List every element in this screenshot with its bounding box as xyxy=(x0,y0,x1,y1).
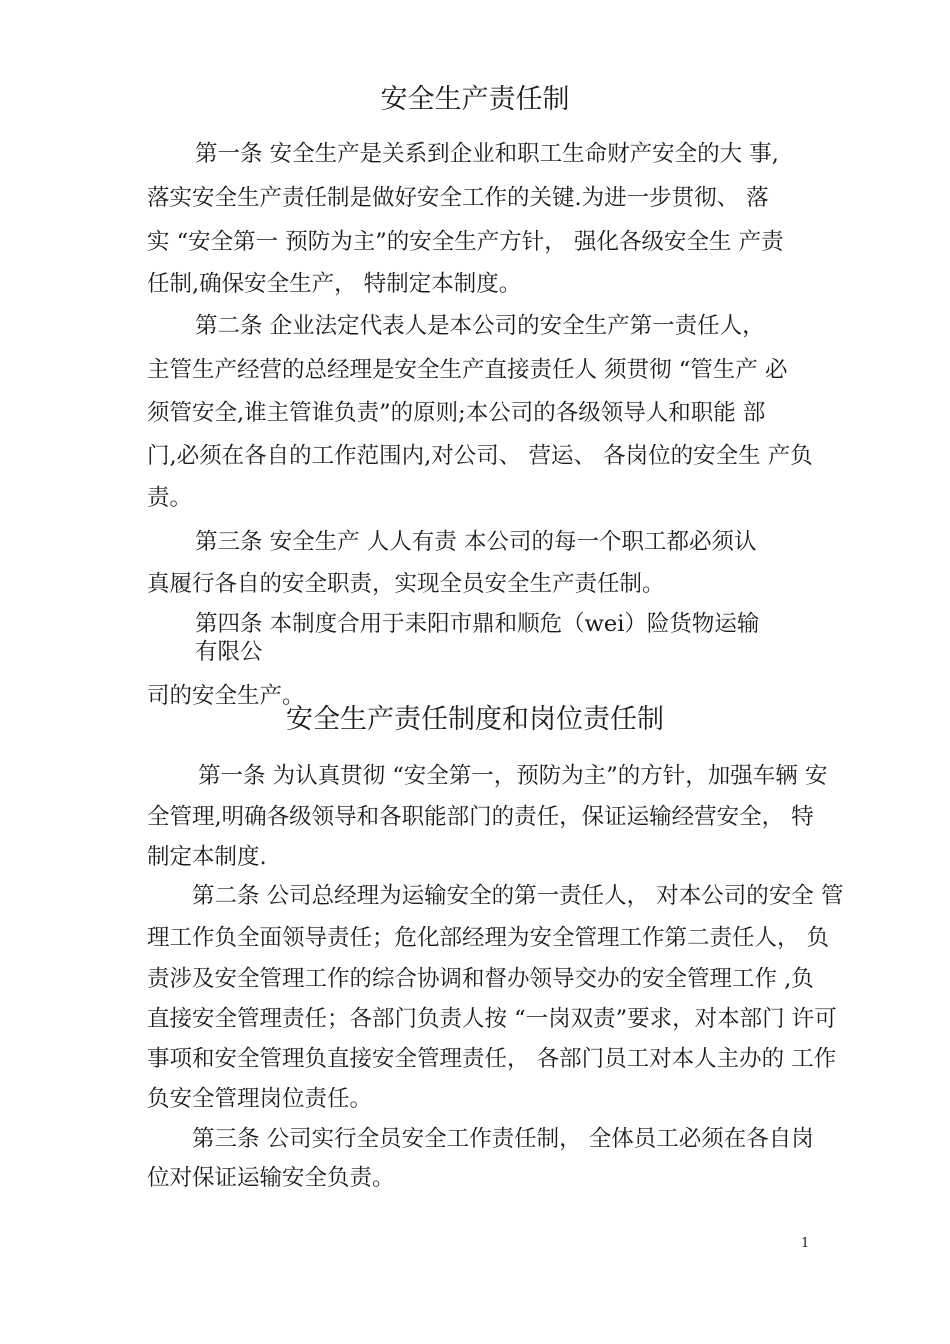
text-line: 第四条 本制度合用于耒阳市鼎和顺危（wei）险货物运输 xyxy=(195,611,760,637)
text-line: 第二条 企业法定代表人是本公司的安全生产第一责任人， xyxy=(195,313,765,339)
text-line: 有限公 xyxy=(195,639,263,665)
text-line: 第一条 为认真贯彻 “安全第一，预防为主”的方针，加强车辆 安 xyxy=(198,763,828,789)
text-line: 负安全管理岗位责任。 xyxy=(147,1086,373,1112)
text-line: 门,必须在各自的工作范围内,对公司、 营运、 各岗位的安全生 产负 xyxy=(147,443,813,469)
text-line: 全管理,明确各级领导和各职能部门的责任，保证运输经营安全， 特 xyxy=(147,804,814,830)
text-line: 真履行各自的安全职责，实现全员安全生产责任制。 xyxy=(147,571,665,597)
text-line: 司的安全生产。 xyxy=(147,683,305,709)
text-line: 主管生产经营的总经理是安全生产直接责任人 须贯彻 “管生产 必 xyxy=(147,357,788,383)
text-line: 责。 xyxy=(147,485,193,511)
page-number: 1 xyxy=(801,1236,810,1251)
text-line: 落实安全生产责任制是做好安全工作的关键.为进一步贯彻、 落 xyxy=(147,185,769,211)
text-line: 责涉及安全管理工作的综合协调和督办领导交办的安全管理工作 ,负 xyxy=(147,966,814,992)
text-line: 任制,确保安全生产， 特制定本制度。 xyxy=(147,271,522,297)
text-line: 第三条 安全生产 人人有责 本公司的每一个职工都必须认 xyxy=(195,529,757,555)
text-line: 第三条 公司实行全员安全工作责任制， 全体员工必须在各自岗 xyxy=(192,1126,814,1152)
text-line: 制定本制度. xyxy=(147,844,267,870)
text-line: 位对保证运输安全负责。 xyxy=(147,1165,395,1191)
text-line: 第二条 公司总经理为运输安全的第一责任人， 对本公司的安全 管 xyxy=(192,883,844,909)
text-line: 理工作负全面领导责任；危化部经理为安全管理工作第二责任人， 负 xyxy=(147,925,830,951)
text-line: 直接安全管理责任；各部门负责人按 “一岗双责”要求，对本部门 许可 xyxy=(147,1006,837,1032)
text-line: 第一条 安全生产是关系到企业和职工生命财产安全的大 事, xyxy=(195,141,779,167)
text-line: 实 “安全第一 预防为主”的安全生产方针， 强化各级安全生 产责 xyxy=(147,229,784,255)
doc-title: 安全生产责任制 xyxy=(380,84,570,115)
text-line: 事项和安全管理负直接安全管理责任， 各部门员工对本人主办的 工作 xyxy=(147,1046,837,1072)
text-line: 须管安全,谁主管谁负责”的原则;本公司的各级领导人和职能 部 xyxy=(147,400,766,426)
section-title: 安全生产责任制度和岗位责任制 xyxy=(286,704,664,735)
